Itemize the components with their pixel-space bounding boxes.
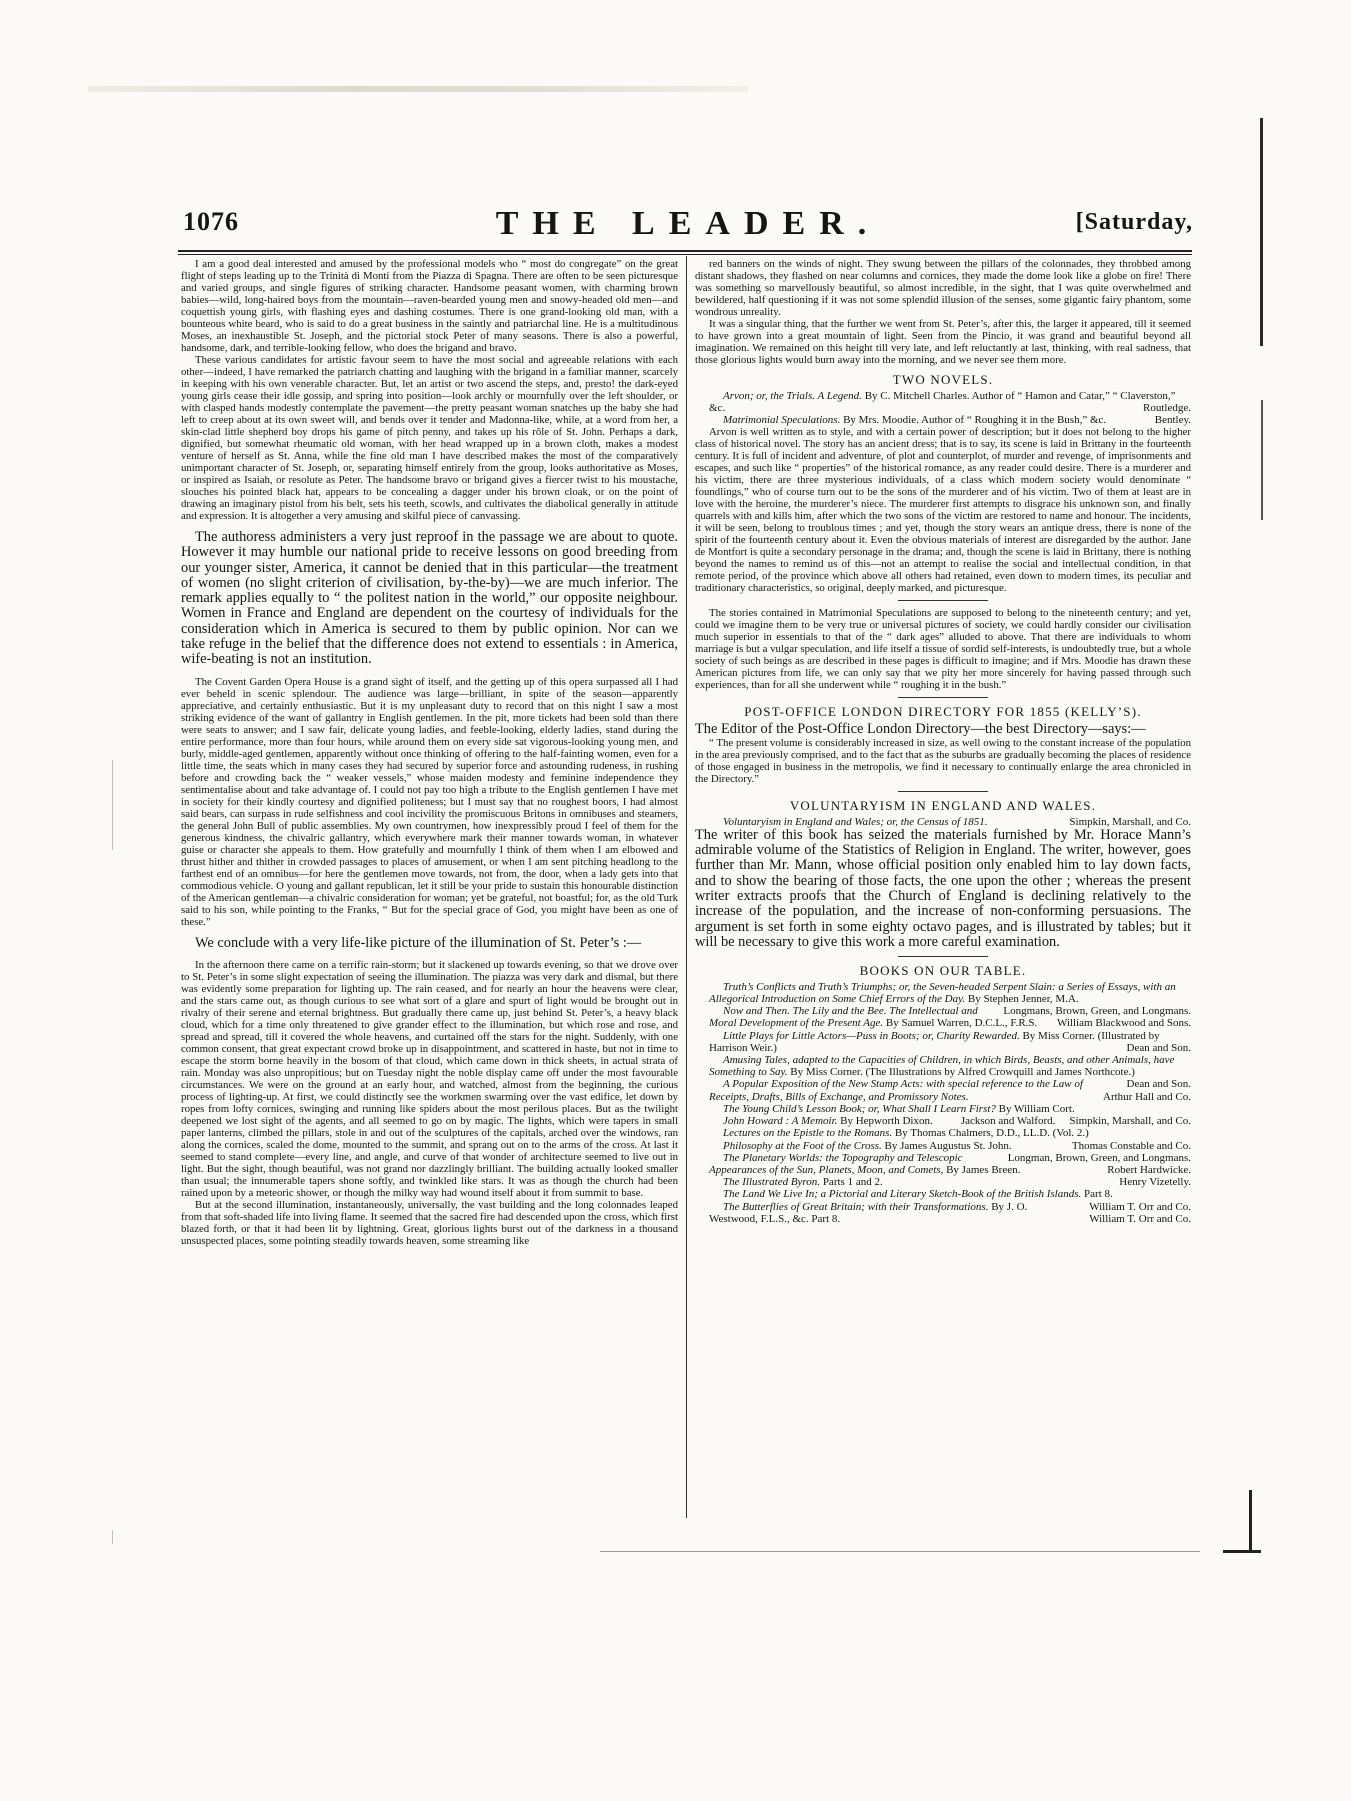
book-publisher: Henry Vizetelly.: [1119, 1176, 1191, 1189]
paragraph: The authoress administers a very just reproof in the passage we are about to quote. However it may humble our national pride to receive lessons on good breeding from our younger sister, America, it cannot be denied that in this particular—the treatment of women (no slight criterion of civilisation, by-the-by)—we are much inferior. The remark applies equally to “ the politest nation in the world,” our opposite neighbour. Women in France and England are dependent on the courtesy of individuals for the consideration which in America is secured to them by public opinion. Nor can we take refuge in the belief that the difference does not extend to essentials : in America, wife-beating is not an institution.: [181, 529, 678, 668]
paragraph: We conclude with a very life-like picture of the illumination of St. Peter’s :—: [195, 934, 642, 951]
book-title: The Planetary Worlds: the Topography and Telescopic Appearances of the Sun, Planets, Moon, and Comets,: [709, 1151, 963, 1176]
book-title: Voluntaryism in England and Wales; or, the Census of 1851.: [723, 815, 988, 828]
header-rule: [178, 250, 1192, 252]
page-smudge: [88, 86, 748, 92]
book-title: Now and Then. The Lily and the Bee. The Intellectual and Moral Development of the Present Age.: [709, 1005, 978, 1030]
book-listing: [695, 1030, 1191, 1054]
book-publisher: Bentley.: [1154, 414, 1191, 426]
book-title: Arvon; or, the Trials. A Legend.: [723, 389, 862, 402]
column-divider: [686, 256, 687, 1518]
book-title: Amusing Tales, adapted to the Capacities of Children, in which Birds, Beasts, and other Animals, have Something to Say.: [709, 1054, 1175, 1079]
book-publisher: Routledge.: [1143, 401, 1191, 414]
book-author: By J. O. Westwood, F.L.S., &c. Part 8.: [709, 1200, 1028, 1225]
book-publisher: William Blackwood and Sons.: [1057, 1017, 1191, 1030]
margin-mark: [112, 760, 125, 850]
book-title: Lectures on the Epistle to the Romans.: [723, 1127, 893, 1140]
book-publisher: William T. Orr and Co.: [1089, 1212, 1191, 1225]
book-title: The Butterflies of Great Britain; with their Transformations.: [723, 1200, 989, 1213]
paragraph: The writer of this book has seized the materials furnished by Mr. Horace Mann’s admirable volume of the Statistics of Religion in England. The writer, however, goes further than Mr. Mann, whose official position only enabled him to lay down facts, and to show the bearing of those facts, the one upon the other ; whereas the present writer extracts proofs that the Church of England is declining relatively to the increase of the population, and the increase of non-conforming persuasions. The argument is set forth in some eighty octavo pages, and is illustrated by tables; but it will be necessary to give this work a more careful examination.: [695, 826, 1191, 950]
quotation: “ The present volume is considerably increased in size, as well owing to the constant increase of the population in the area previously comprised, and to the fact that as the suburbs are gradually becoming the places of residence of those engaged in business in the metropolis, we find it necessary to continually enlarge the area chronicled in the Directory.”: [695, 737, 1191, 786]
book-title: Little Plays for Little Actors—Puss in Boots; or, Charity Rewarded.: [723, 1029, 1020, 1042]
right-column: [695, 258, 1191, 1225]
book-title: Truth’s Conflicts and Truth’s Triumphs; or, the Seven-headed Serpent Slain: a Series of Essays, with an Allegorical Introduction on Some Chief Errors of the Day.: [709, 980, 1176, 1006]
book-publisher: Dean and Son.: [1126, 1078, 1191, 1091]
book-publisher: Longmans, Brown, Green, and Longmans.: [1003, 1005, 1191, 1018]
book-author: Parts 1 and 2.: [820, 1176, 883, 1189]
book-title: Philosophy at the Foot of the Cross.: [723, 1139, 882, 1152]
section-divider: [898, 600, 988, 601]
section-heading: POST-OFFICE LONDON DIRECTORY FOR 1855 (KELLY’S).: [744, 704, 1142, 720]
book-author: By Thomas Chalmers, D.D., LL.D. (Vol. 2.): [892, 1127, 1089, 1140]
section-heading: TWO NOVELS.: [892, 372, 994, 387]
section-divider: [898, 956, 988, 957]
issue-day: [Saturday,: [1075, 209, 1193, 235]
book-author: By Miss Corner. (Illustrated by Harrison Weir.): [709, 1029, 1160, 1054]
corner-mark: [1223, 1490, 1261, 1556]
paragraph: It was a singular thing, that the further we went from St. Peter’s, after this, the larger it appeared, till it seemed to have grown into a great mountain of light. Seen from the Pincio, it was grand and beautiful beyond all imagination. We remained on this height till very late, and left reluctantly at last, thinking, with real sadness, that those glorious lights would burn away into the morning, and we never see them more.: [695, 318, 1191, 366]
book-author: By C. Mitchell Charles. Author of “ Hamon and Catar,” “ Claverston,” &c.: [709, 389, 1176, 414]
book-author: By Samuel Warren, D.C.L., F.R.S.: [883, 1017, 1038, 1030]
header-rule-thin: [178, 254, 1192, 255]
book-title: Matrimonial Speculations.: [723, 414, 841, 426]
book-author: Part 8.: [1081, 1188, 1113, 1201]
book-author: By James Augustus St. John.: [881, 1139, 1012, 1152]
book-author: By Miss Corner. (The Illustrations by Alfred Crowquill and James Northcote.): [787, 1066, 1135, 1079]
book-publisher: Robert Hardwicke.: [1107, 1163, 1191, 1176]
paragraph: I am a good deal interested and amused by the professional models who “ most do congregate” on the great flight of steps leading up to the Trinità di Monti from the Piazza di Spagna. There are often to be seen picturesque and varied groups, and single figures of striking character. Handsome peasant women, with charming brown babies—wild, long-haired boys from the mountain—raven-bearded young men and snowy-headed old men—and coquettish young girls, with flashing eyes and dashing costumes. There is one grand-looking old man, with a bounteous white beard, who is said to do a great business in the saintly and patriarchal line. He is a multitudinous Moses, an inexhaustible St. Joseph, and the pictorial stock Peter of many seasons. There is also a powerful, handsome, dark, and terrible-looking fellow, who does the brigand and bravo.: [181, 258, 678, 354]
paragraph: red banners on the winds of night. They swung between the pillars of the colonnades, they throbbed among distant shadows, they flashed on near columns and cornices, they made the dome look like a globe on fire! There was something so marvellously beautiful, so almost incredible, in the sight, that I was quite overwhelmed and bewildered, half questioning if it was not some splendid illusion of the senses, some gigantic fairy phantom, some wondrous unreality.: [695, 258, 1191, 318]
book-publisher: Thomas Constable and Co.: [1071, 1139, 1191, 1152]
book-listing: [695, 414, 1191, 426]
book-publisher: Arthur Hall and Co.: [1103, 1090, 1191, 1103]
binding-edge-mark-lower: [1261, 400, 1263, 520]
book-author: By Stephen Jenner, M.A.: [965, 993, 1079, 1006]
binding-edge-mark: [1260, 118, 1263, 346]
book-author: By Hepworth Dixon.: [837, 1115, 933, 1128]
books-on-table-list: [695, 981, 1191, 1225]
paragraph: These various candidates for artistic favour seem to have the most social and agreeable relations with each other—indeed, I have remarked the patriarch chatting and laughing with the brigand in a familiar manner, scarcely in keeping with his own venerable character. But, let an artist or two ascend the steps, and, presto! the dark-eyed young girls cease their idle gossip, and spring into position—look archly or mournfully over the left shoulder, or with clasped hands modestly contemplate the pavement—the pretty peasant woman snatches up the baby she had left to creep about at its own sweet will, and bends over it tender and Madonna-like, while, at a word from her, a skin-clad little shepherd boy drops his game of pitch penny, and takes up his rôle of St. John. Perhaps a dark, dignified, but somewhat rheumatic old woman, with her head wrapped up in a brown cloth, makes a modest venture of herself as St. Anna, while the fine old man I have described makes the most of the comparatively unimportant character of St. Joseph, or, separating himself entirely from the group, looks authoritative as Moses, or inspired as Isaiah, or resolute as Peter. The handsome bravo or brigand gives a fiercer twist to his moustache, slouches his pointed black hat, appears to be concealing a dagger under his brown cloak, or on the point of drawing an imaginary pistol from his belt, sets his teeth, scowls, and cultivates the diabolical generally in attitude and expression. It is altogether a very amusing and skilful piece of canvassing.: [181, 354, 678, 522]
paragraph: But at the second illumination, instantaneously, universally, the vast building and the long colonnades leaped from that soft-shaded life into living flame. It seemed that the sacred fire had descended upon the cross, which first blazed forth, or that it had been lit by lightning. Great, glorious lights burst out of the darkness in a thousand unsuspected places, some pointing steadily towards heaven, some streaming like: [181, 1198, 678, 1247]
book-publisher: Jackson and Walford.: [960, 1115, 1056, 1128]
page-number: 1076: [183, 207, 239, 236]
book-title: The Land We Live In; a Pictorial and Literary Sketch-Book of the British Islands.: [723, 1188, 1082, 1201]
book-listing: [695, 390, 1191, 414]
book-title: A Popular Exposition of the New Stamp Acts: with special reference to the Law of Receipts, Drafts, Bills of Exchange, and Promissory Notes.: [709, 1078, 1083, 1103]
margin-mark-lower: [112, 1530, 133, 1544]
paragraph: The Covent Garden Opera House is a grand sight of itself, and the getting up of this opera surpassed all I had ever beheld in scenic splendour. The audience was large—brilliant, in spite of the season—apparently appreciative, and certainly enthusiastic. But it is my unpleasant duty to record that on this night I saw a most striking evidence of the want of gallantry in English gentlemen. In the pit, more tickets had been sold than there were seats to answer; and I saw fair, delicate young ladies, and feeble-looking, elderly ladies, stand during the entire performance, more than four hours, while around them on every side sat vigorous-looking young men, and burly, middle-aged gentlemen, apparently without once thinking of offering to the half-fainting women, even for a little time, the seats which in many cases they had secured by superior force and astounding rudeness, in rushing before and crowding back the “ weaker vessels,” whose maiden modesty and feminine independence they sentimentalise about and take advantage of. I could not pay too high a tribute to the English gentlemen I have met in society for their kindly courtesy and dignified politeness; but I must say that no roughest boors, I had almost said bears, can surpass in rude selfishness and cool incivility the promiscuous Britons in omnibuses and steamers, the general John Bull of public assemblies. My own countrymen, how inexpressibly proud I feel of them for the generous kindness, the chivalric gallantry, which everywhere mark their manner towards woman, in whatever guise or character she appeals to them. How gratefully and mournfully I think of them when I am elbowed and thrust hither and thither in crowded passages to places of amusement, or when I am sent pitching headlong to the farthest end of an omnibus—for here the gentlemen move towards, not from, the door, when a lady gets into that commodious vehicle. O young and gallant republican, let it still be your pride to sustain this honourable distinction of the American gentleman—a chivalric consideration for woman; yet be grateful, not boastful; for, as the old Turk said to his son, while pointing to the Franks, “ But for the special grace of God, you might have been as one of these.”: [181, 675, 678, 928]
book-author: By William Cort.: [995, 1102, 1075, 1115]
bottom-rule: [600, 1551, 1200, 1552]
section-heading: VOLUNTARYISM IN ENGLAND AND WALES.: [789, 798, 1097, 814]
left-column: [181, 258, 678, 1247]
section-divider: [898, 697, 988, 698]
paragraph: Arvon is well written as to style, and with a certain power of description; but it does not belong to the higher class of historical novel. The story has an ancient dress; that is to say, its scene is laid in Brittany in the fourteenth century. It is full of incident and adventure, of plot and counterplot, of murder and revenge, of imprisonments and escapes, and such like “ properties” of the historical romance, as any reader could desire. There is a murderer and his victim, there are three mysterious individuals, of a class which modern society would denominate “ foundlings,” who of course turn out to be the sons of the murderer and of his victim. Two of them at least are in love with the heroine, the murderer’s niece. The murderer first attempts to disgrace his unknown son, and finally quarrels with and kills him, after which the two sons of the victim are restored to name and honour. The incidents, it will be seen, belong to troublous times ; and yet, though the story wears an antique dress, there is none of the spirit of the fourteenth century about it. Even the obvious materials of interest are disregarded by the author. Jane de Montfort is quite a secondary personage in the drama; and, though the scene is laid in Brittany, there is nothing beyond the names to remind us of this—not an attempt to realise the social and intellectual condition, in that remote period, of the province which above all others had retained, even down to modern times, its peculiar and traditionary characteristics, so original, deeply marked, and picturesque.: [695, 426, 1191, 595]
book-title: The Illustrated Byron.: [723, 1176, 821, 1189]
paragraph: The stories contained in Matrimonial Speculations are supposed to belong to the nineteenth century; and yet, could we imagine them to be very true or universal pictures of society, we could hardly consider our civilisation much superior in essentials to that of the “ dark ages” alluded to above. That there are individuals to whom marriage is but a vulgar speculation, and life itself a tissue of sordid self-interests, is undoubtedly true, but a whole society of such beings as are described in these pages is difficult to imagine; and if Mrs. Moodie has drawn these American pictures from life, we can only say that we pity her more sincerely for having passed through such experiences, than for all she underwent while “ roughing it in the bush.”: [695, 607, 1191, 692]
book-title: John Howard : A Memoir.: [723, 1115, 838, 1128]
book-title: The Young Child’s Lesson Book; or, What Shall I Learn First?: [723, 1102, 996, 1115]
book-publisher: Longman, Brown, Green, and Longmans.: [1007, 1151, 1191, 1164]
book-publisher: Simpkin, Marshall, and Co.: [1069, 815, 1191, 828]
book-listing: [695, 1176, 1191, 1188]
page-header: [183, 207, 1193, 247]
book-publisher: Simpkin, Marshall, and Co.: [1069, 1115, 1191, 1128]
paragraph: The Editor of the Post-Office London Directory—the best Directory—says:—: [695, 720, 1146, 737]
book-publisher: Dean and Son.: [1126, 1041, 1191, 1054]
newspaper-title: THE LEADER.: [495, 205, 881, 242]
book-author: By James Breen.: [943, 1163, 1021, 1176]
section-heading: BOOKS ON OUR TABLE.: [859, 963, 1027, 979]
book-publisher: William T. Orr and Co.: [1089, 1200, 1191, 1213]
section-divider: [898, 791, 988, 792]
paragraph: In the afternoon there came on a terrific rain-storm; but it slackened up towards evening, so that we drove over to St. Peter’s in some slight expectation of seeing the illumination. The piazza was very dark and dismal, but there was evidently some preparation for lighting up. The rain ceased, and for nearly an hour the heavens were clear, and the stars came out, as though curious to see what sort of a glare and spurt of light would be brought out in rivalry of their serene and eternal brightness. But gradually there came up, just behind St. Peter’s, a heavy black cloud, which for a time only threatened to give grander effect to the illumination, but which rose and rose, and spread and spread, till it covered the whole heavens, and curtained off the stars for the night. Suddenly, with one common consent, that great expectant crowd broke up in disappointment, and scattered in haste, but not in time to escape the storm borne heavily in the bosom of that cloud, which came down in thick sheets, in actual strata of rain. Monday was also unpropitious; but on Tuesday night the noble display came off under the most favourable circumstances. We were on the ground at an early hour, and watched, almost from the beginning, the curious process of lighting-up. At first, we could distinctly see the workmen swarming over the vast edifice, let down by ropes from lofty cornices, swinging and running like spiders about the most perilous places. But as the twilight deepened we lost sight of the agents, and all seemed to go on by magic. The lights, which were tapers in small paper lanterns, climbed the pillars, stole in and out of the sculptures of the capitals, arched over the windows, ran along the cornices, scaled the dome, mounted to the summit, and sprang out on to the arms of the cross. At last it seemed to stand complete—every line, and angle, and curve of that wonder of architecture seemed to live out in light. But the sight, though beautiful, was not grand nor dazzlingly brilliant. The building actually looked smaller than usual; the innumerable tapers shone softly, and twinkled like stars. It was as though the church had been rained upon by a meteoric shower, or though the milky way had wound itself about it from summit to base.: [181, 958, 678, 1199]
book-author: By Mrs. Moodie. Author of “ Roughing it in the Bush,” &c.: [840, 414, 1107, 426]
